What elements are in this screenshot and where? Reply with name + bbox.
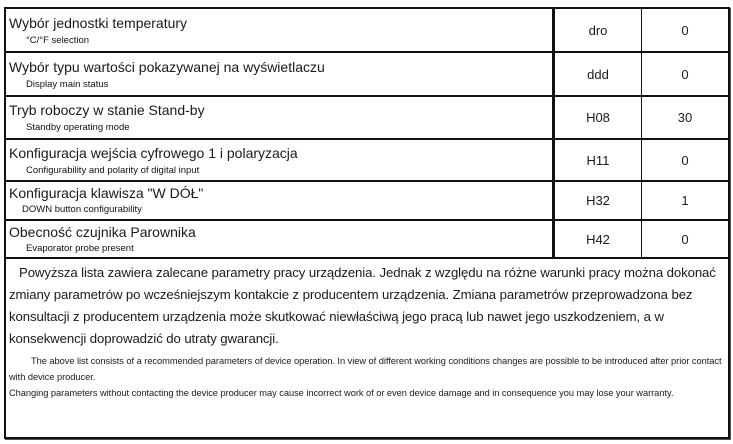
disclaimer-english-2: Changing parameters without contacting the device producer may cause incorrect work of or even device damage and in consequence you may lose your warranty. xyxy=(9,388,674,398)
parameter-label-en: DOWN button configurability xyxy=(22,204,142,215)
parameter-label-pl: Wybór jednostki temperatury xyxy=(9,14,188,31)
disclaimer-notes xyxy=(6,260,728,401)
parameter-label-pl: Konfiguracja wejścia cyfrowego 1 i polaryzacja xyxy=(9,144,298,161)
parameters-document xyxy=(4,7,730,439)
parameter-description xyxy=(6,220,554,258)
table-row xyxy=(6,181,728,220)
disclaimer-english xyxy=(6,350,728,401)
parameter-label-pl: Tryb roboczy w stanie Stand-by xyxy=(9,102,205,118)
table-row xyxy=(6,220,728,258)
table-row xyxy=(6,52,728,96)
table-row xyxy=(6,9,728,52)
parameter-label-en: Evaporator probe present xyxy=(26,242,134,254)
disclaimer-polish: Powyższa lista zawiera zalecane parametry pracy urządzenia. Jednak z względu na różne warunki pracy można dokonać zmiany parametrów po wcześniejszym kontakcie z producentem urządzenia. Zmiana parametrów przeprowadzona bez konsultacji z producentem urządzenia może skutkować niewłaściwą jego pracą lub nawet jego uszkodzeniem, a w konsekwencji doprowadzić do utraty gwarancji. xyxy=(9,265,716,346)
parameter-label-en: Configurability and polarity of digital input xyxy=(26,164,200,176)
parameter-code: H42 xyxy=(554,220,642,258)
parameter-code: dro xyxy=(554,9,642,52)
parameter-code: H11 xyxy=(554,139,642,181)
parameter-description xyxy=(6,9,554,52)
parameter-value: 0 xyxy=(642,220,729,258)
parameter-code: H08 xyxy=(554,96,642,139)
parameter-value: 0 xyxy=(642,139,729,181)
disclaimer-english-1: The above list consists of a recommended parameters of device operation. In view of different working conditions changes are possible to be introduced after prior contact with device producer. xyxy=(9,356,722,382)
parameter-label-pl: Wybór typu wartości pokazywanej na wyświetlaczu xyxy=(9,58,325,75)
parameter-label-pl: Konfiguracja klawisza "W DÓŁ" xyxy=(9,185,204,201)
parameter-label-en: Display main status xyxy=(26,78,109,90)
parameter-description xyxy=(6,139,554,181)
parameter-label-en: °C/°F selection xyxy=(26,34,90,46)
parameter-description xyxy=(6,52,554,96)
parameter-description xyxy=(6,96,554,139)
parameter-code: ddd xyxy=(554,52,642,96)
parameter-value: 30 xyxy=(642,96,729,139)
parameter-label-pl: Obecność czujnika Parownika xyxy=(9,223,196,240)
parameter-value: 0 xyxy=(642,9,729,52)
table-row xyxy=(6,96,728,139)
parameter-label-en: Standby operating mode xyxy=(26,122,130,133)
table-row xyxy=(6,139,728,181)
parameter-description xyxy=(6,181,554,220)
parameter-value: 1 xyxy=(642,181,729,220)
parameter-value: 0 xyxy=(642,52,729,96)
parameter-code: H32 xyxy=(554,181,642,220)
parameters-table xyxy=(6,9,728,259)
